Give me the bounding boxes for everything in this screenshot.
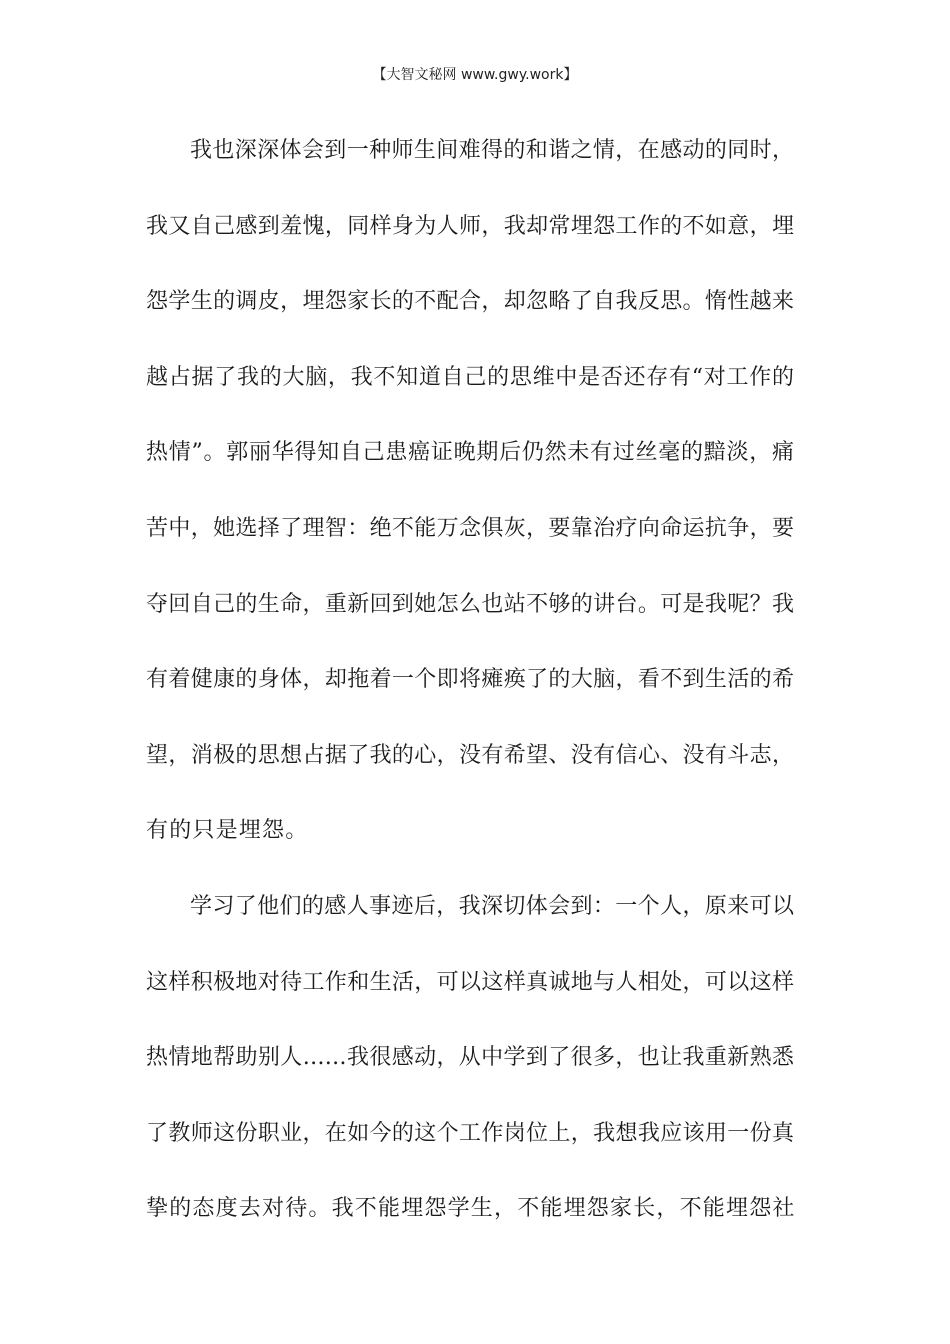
text-line: 夺回自己的生命，重新回到她怎么也站不够的讲台。可是我呢？我 <box>146 591 794 617</box>
text-line: 有着健康的身体，却拖着一个即将瘫痪了的大脑，看不到生活的希 <box>146 667 794 693</box>
text-line: 怨学生的调皮，埋怨家长的不配合，却忽略了自我反思。惰性越来 <box>146 289 794 315</box>
text-line: 了教师这份职业，在如今的这个工作岗位上，我想我应该用一份真 <box>146 1120 794 1146</box>
text-line: 这样积极地对待工作和生活，可以这样真诚地与人相处，可以这样 <box>146 969 794 995</box>
text-line: 热情”。郭丽华得知自己患癌证晚期后仍然未有过丝毫的黯淡，痛 <box>146 440 794 466</box>
text-line: 学习了他们的感人事迹后，我深切体会到：一个人，原来可以 <box>190 893 794 919</box>
text-line: 望，消极的思想占据了我的心，没有希望、没有信心、没有斗志， <box>146 742 794 768</box>
paragraph-2 <box>146 882 794 1260</box>
text-line: 越占据了我的大脑，我不知道自己的思维中是否还存有“对工作的 <box>146 364 794 390</box>
page-header: 【大智文秘网 www.gwy.work】 <box>372 67 578 83</box>
document-body <box>146 126 794 1260</box>
text-line: 挚的态度去对待。我不能埋怨学生，不能埋怨家长，不能埋怨社 <box>146 1196 796 1222</box>
text-line: 苦中，她选择了理智：绝不能万念俱灰，要靠治疗向命运抗争，要 <box>146 515 794 541</box>
text-line: 我也深深体会到一种师生间难得的和谐之情，在感动的同时， <box>190 138 794 163</box>
text-line: 热情地帮助别人……我很感动，从中学到了很多，也让我重新熟悉 <box>146 1045 794 1071</box>
text-line: 有的只是埋怨。 <box>146 818 309 844</box>
paragraph-1 <box>146 126 794 882</box>
text-line: 我又自己感到羞愧，同样身为人师，我却常埋怨工作的不如意，埋 <box>146 213 794 239</box>
